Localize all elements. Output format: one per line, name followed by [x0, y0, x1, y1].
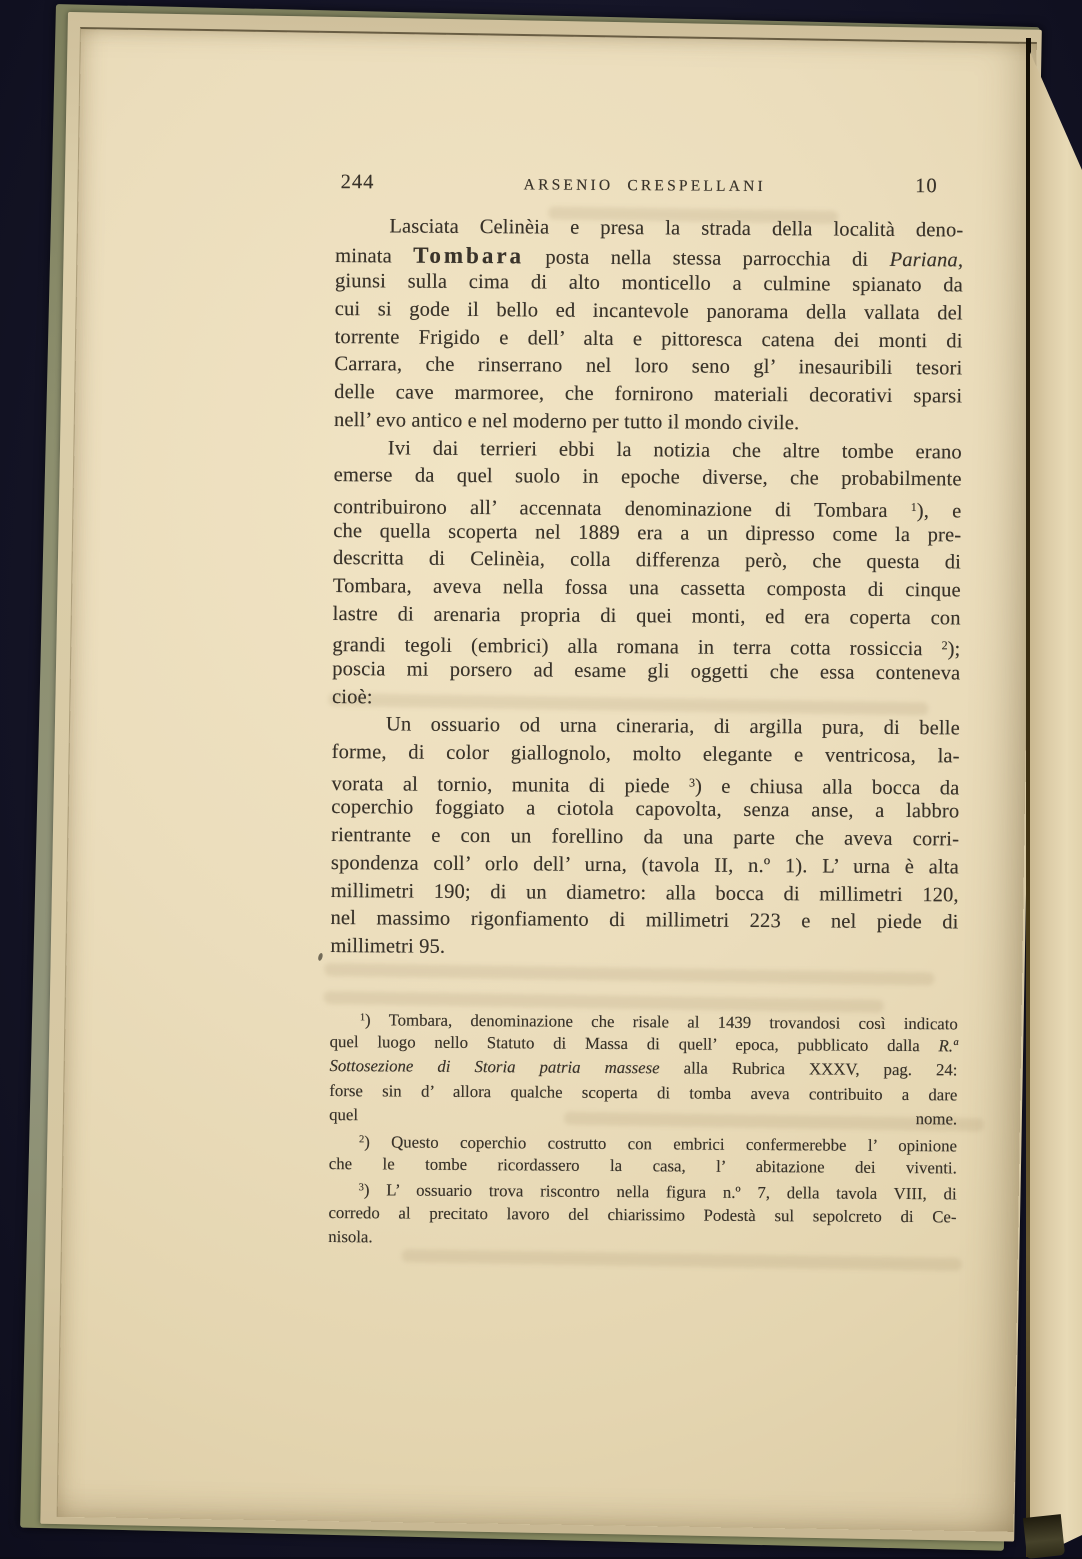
text-line — [331, 794, 959, 826]
text-segment: Un ossuario od urna cineraria, di argilla pura, di belle — [385, 713, 960, 740]
printed-text-block — [328, 171, 964, 1254]
text-segment: 2 — [941, 638, 948, 653]
text-line — [335, 268, 963, 300]
text-segment: quel luogo nello Statuto di Massa di quell’ epoca, pubblicato dalla — [329, 1031, 939, 1056]
text-segment: ) Tombara, denominazione che risale al 1439 trovandosi così indicato — [365, 1009, 958, 1033]
text-segment: ) e chiusa alla bocca da — [694, 775, 960, 800]
text-segment: Pariana, — [889, 248, 964, 272]
page-header — [336, 171, 964, 201]
text-segment: 2 — [358, 1133, 365, 1145]
text-segment: millimetri 95. — [330, 934, 446, 958]
text-line — [334, 435, 962, 467]
text-line — [333, 545, 961, 577]
facing-page-edge — [1030, 0, 1082, 1557]
text-line — [335, 324, 963, 356]
text-segment: che quella scoperta nel 1889 era a un dipresso come la pre- — [333, 519, 962, 546]
text-segment: giunsi sulla cima di alto monticello a culmine spianato da — [334, 270, 964, 297]
text-line — [333, 601, 961, 633]
page-number-left: 244 — [340, 171, 375, 194]
text-segment: Tombara — [413, 242, 525, 269]
text-line — [335, 296, 963, 328]
text-segment: vorata al tornio, munita di piede — [331, 772, 690, 798]
text-segment: forse sin d’ allora qualche scoperta di tomba aveva contribuito a dare — [329, 1080, 958, 1105]
text-line — [335, 213, 963, 245]
footnote-section — [328, 1006, 958, 1254]
text-line — [331, 767, 959, 799]
text-segment: Sottosezione di Storia patria massese — [329, 1056, 660, 1078]
text-segment: millimetri 190; di un diametro: alla bocca di millimetri 120, — [330, 879, 959, 906]
text-segment: lastre di arenaria propria di quei monti, ed era coperta con — [332, 602, 961, 630]
ink-speck — [317, 952, 323, 961]
text-segment: forme, di color giallognolo, molto elegante e ventricosa, la- — [331, 741, 960, 768]
text-segment: ) Questo coperchio costrutto con embrici confermerebbe l’ opinione — [364, 1131, 958, 1155]
text-line — [332, 684, 960, 716]
text-segment: grandi tegoli (embrici) alla romana in terra cotta rossiccia — [332, 634, 942, 661]
text-segment: Tombara, aveva nella fossa una cassetta composta di cinque — [332, 574, 961, 602]
text-segment: R.ª — [938, 1036, 958, 1056]
text-segment: ); — [947, 638, 961, 661]
text-segment: emerse da quel suolo in epoche diverse, che probabilmente — [333, 464, 962, 491]
text-segment: corredo al precitato lavoro del chiarissimo Podestà sul sepolcreto di Ce- — [328, 1202, 957, 1227]
text-line — [330, 905, 958, 937]
text-line — [334, 351, 962, 383]
text-segment: contribuirono all’ accennata denominazione di Tombara — [333, 495, 911, 522]
text-line — [332, 711, 960, 743]
text-line — [333, 573, 961, 605]
text-segment: ) L’ ossuario trova riscontro nella figura n.º 7, della tavola VIII, di — [363, 1180, 957, 1204]
book-page — [57, 27, 1037, 1532]
text-line — [331, 878, 959, 910]
spine-bottom-stub — [1023, 1514, 1065, 1559]
text-segment: spondenza coll’ orlo dell’ urna, (tavola II, n.º 1). L’ urna è alta — [330, 851, 960, 879]
text-line — [334, 462, 962, 494]
running-header-title: ARSENIO CRESPELLANI — [523, 176, 766, 196]
text-segment: rientrante e con un forellino da una parte che aveva corri- — [331, 824, 960, 851]
text-line — [332, 739, 960, 771]
text-segment: alla Rubrica XXXV, pag. 24: — [659, 1058, 958, 1080]
text-line — [333, 490, 961, 522]
text-segment: coperchio foggiato a ciotola capovolta, senza anse, a labbro — [331, 796, 960, 823]
text-line — [335, 241, 963, 273]
text-segment: poscia mi porsero ad esame gli oggetti che essa conteneva — [332, 658, 961, 685]
text-segment: Ivi dai terrieri ebbi la notizia che altre tombe erano — [387, 436, 962, 463]
text-segment: 3 — [358, 1182, 364, 1194]
text-segment: Carrara, che rinserrano nel loro seno gl’ inesauribili tesori — [334, 353, 963, 380]
text-line — [334, 407, 962, 439]
text-line — [334, 379, 962, 411]
text-segment: 3 — [688, 775, 696, 790]
text-line — [330, 933, 958, 965]
text-segment: 1 — [910, 499, 917, 514]
text-segment: posta nella stessa parrocchia di — [524, 246, 890, 271]
text-segment: cioè: — [332, 685, 373, 708]
text-segment: torrente Frigido e dell’ alta e pittoresca catena dei monti di — [334, 325, 963, 353]
text-line — [333, 518, 961, 550]
text-segment: delle cave marmoree, che fornirono materiali decorativi sparsi — [334, 381, 963, 408]
text-line — [329, 1103, 957, 1132]
text-line — [328, 1225, 956, 1254]
page-number-right: 10 — [915, 175, 938, 198]
text-line — [331, 822, 959, 854]
text-segment: cui si gode il bello ed incantevole panorama della vallata del — [334, 298, 963, 325]
text-segment: ), e — [916, 499, 962, 523]
text-segment: nisola. — [328, 1227, 373, 1247]
text-segment: minata — [335, 244, 414, 268]
text-segment: nel massimo rigonfiamento di millimetri 223 e nel piede di — [330, 907, 959, 934]
text-segment: 1 — [359, 1011, 366, 1023]
text-line — [332, 656, 960, 688]
text-segment: che le tombe ricordassero la casa, l’ abitazione dei viventi. — [328, 1153, 957, 1178]
text-line — [331, 850, 959, 882]
body-text — [330, 213, 963, 965]
text-segment: nell’ evo antico e nel moderno per tutto il mondo civile. — [333, 408, 800, 435]
text-line — [328, 1201, 956, 1230]
text-line — [332, 628, 960, 660]
text-segment: Lasciata Celinèia e presa la strada della località deno- — [389, 215, 964, 242]
text-segment: quel nome. — [329, 1105, 958, 1129]
text-segment: descritta di Celinèia, colla differenza però, che questa di — [332, 547, 962, 574]
